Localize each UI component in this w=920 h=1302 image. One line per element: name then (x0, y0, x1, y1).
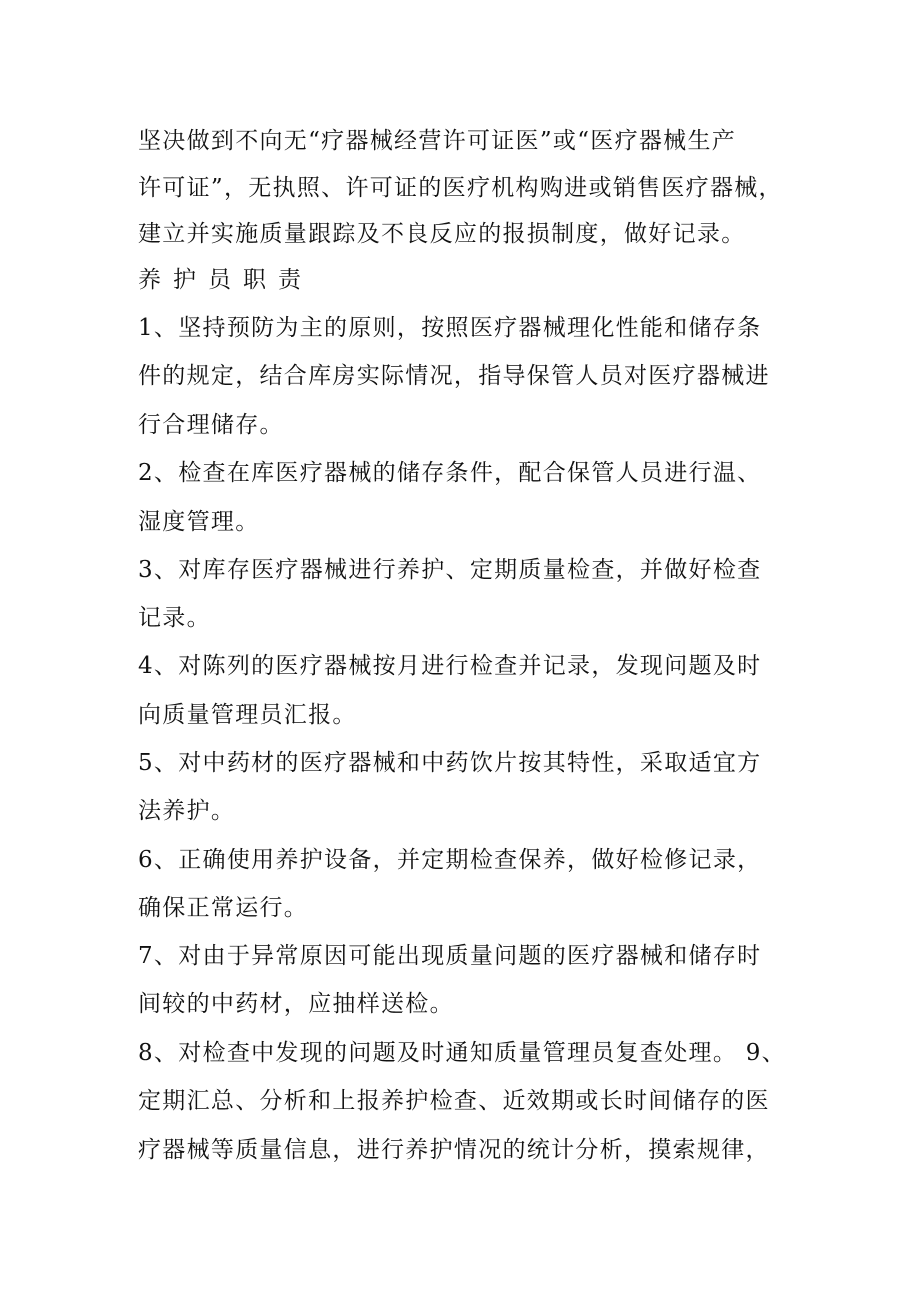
text-line: 确保正常运行。 (138, 895, 309, 921)
text-line: 5、对中药材的医疗器械和中药饮片按其特性，采取适宜方 (138, 750, 762, 776)
text-line: 1、坚持预防为主的原则，按照医疗器械理化性能和储存条 (138, 315, 762, 341)
text-line: 2、检查在库医疗器械的储存条件，配合保管人员进行温、 (138, 460, 762, 486)
text-line: 记录。 (138, 605, 211, 631)
text-line: 建立并实施质量跟踪及不良反应的报损制度，做好记录。 (138, 221, 746, 247)
text-line: 定期汇总、分析和上报养护检查、近效期或长时间储存的医 (138, 1088, 770, 1114)
text-line: 行合理储存。 (138, 412, 284, 438)
text-line: 疗器械等质量信息，进行养护情况的统计分析，摸索规律， (138, 1137, 770, 1163)
text-line: 8、对检查中发现的问题及时通知质量管理员复查处理。 9、 (138, 1040, 786, 1066)
text-line: 湿度管理。 (138, 509, 260, 535)
text-line: 间较的中药材，应抽样送检。 (138, 991, 454, 1017)
text-line: 3、对库存医疗器械进行养护、定期质量检查，并做好检查 (138, 557, 762, 583)
text-line: 6、正确使用养护设备，并定期检查保养，做好检修记录， (138, 847, 762, 873)
text-line: 件的规定，结合库房实际情况，指导保管人员对医疗器械进 (138, 363, 770, 389)
text-line: 法养护。 (138, 798, 236, 824)
text-line: 7、对由于异常原因可能出现质量问题的医疗器械和储存时 (138, 943, 762, 969)
text-line: 许可证”，无执照、许可证的医疗机构购进或销售医疗器械， (138, 175, 783, 201)
text-line: 4、对陈列的医疗器械按月进行检查并记录，发现问题及时 (138, 653, 762, 679)
text-line: 向质量管理员汇报。 (138, 702, 357, 728)
section-heading: 养护员职责 (138, 267, 313, 293)
text-line: 坚决做到不向无“疗器械经营许可证医”或“医疗器械生产 (138, 128, 737, 154)
